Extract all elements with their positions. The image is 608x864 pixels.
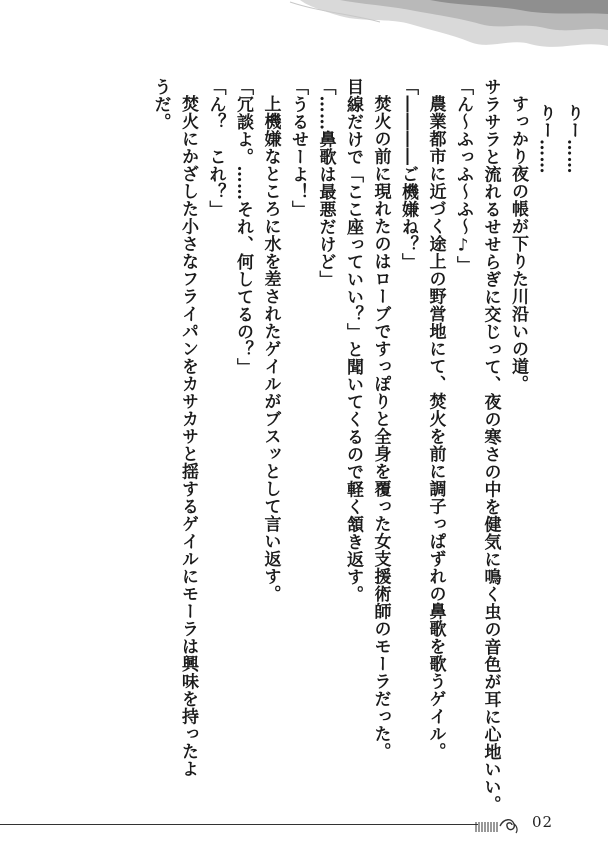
text-line: 「――――ご機嫌ね？」 bbox=[398, 78, 418, 271]
text-line: 「……鼻歌は最悪だけど」 bbox=[315, 78, 336, 288]
text-line: りー…… bbox=[563, 103, 583, 174]
text-line: すっかり夜の帳が下りた川沿いの道。 bbox=[508, 95, 528, 393]
page-number: 02 bbox=[532, 813, 554, 831]
text-line: うだ。 bbox=[150, 78, 171, 131]
text-line: 焚火にかざした小さなフライパンをカサカサと揺するゲイルにモーラは興味を持ったよ bbox=[178, 95, 198, 778]
text-line: 焚火の前に現れたのはローブですっぽりと全身を覆った女支援術師のモーラだった。 bbox=[370, 95, 391, 760]
text-line: 上機嫌なところに水を差されたゲイルがブスッとして言い返す。 bbox=[260, 95, 281, 603]
text-line: 目線だけで「ここ座っていい？」と聞いてくるので軽く頷き返す。 bbox=[343, 78, 363, 603]
text-line: りー…… bbox=[535, 103, 556, 174]
text-line: サラサラと流れるせせらぎに交じって、夜の寒さの中を健気に鳴く虫の音色が耳に心地いい。 bbox=[480, 78, 501, 813]
ink-wash-corner-decoration bbox=[280, 0, 608, 60]
vertical-text-block bbox=[146, 78, 586, 813]
footer-flourish-icon bbox=[472, 814, 522, 836]
text-line: 「ん〜ふっふ〜ふ〜♪」 bbox=[453, 78, 473, 274]
text-line: 農業都市に近づく途上の野営地にて、焚火を前に調子っぱずれの鼻歌を歌うゲイル。 bbox=[425, 95, 446, 760]
text-line: 「うるせーよ！」 bbox=[288, 78, 308, 218]
footer-rule bbox=[0, 824, 478, 825]
text-line: 「ん？ これ？」 bbox=[205, 78, 226, 218]
text-line: 「冗談よ。……それ、何してるの？」 bbox=[233, 78, 253, 376]
